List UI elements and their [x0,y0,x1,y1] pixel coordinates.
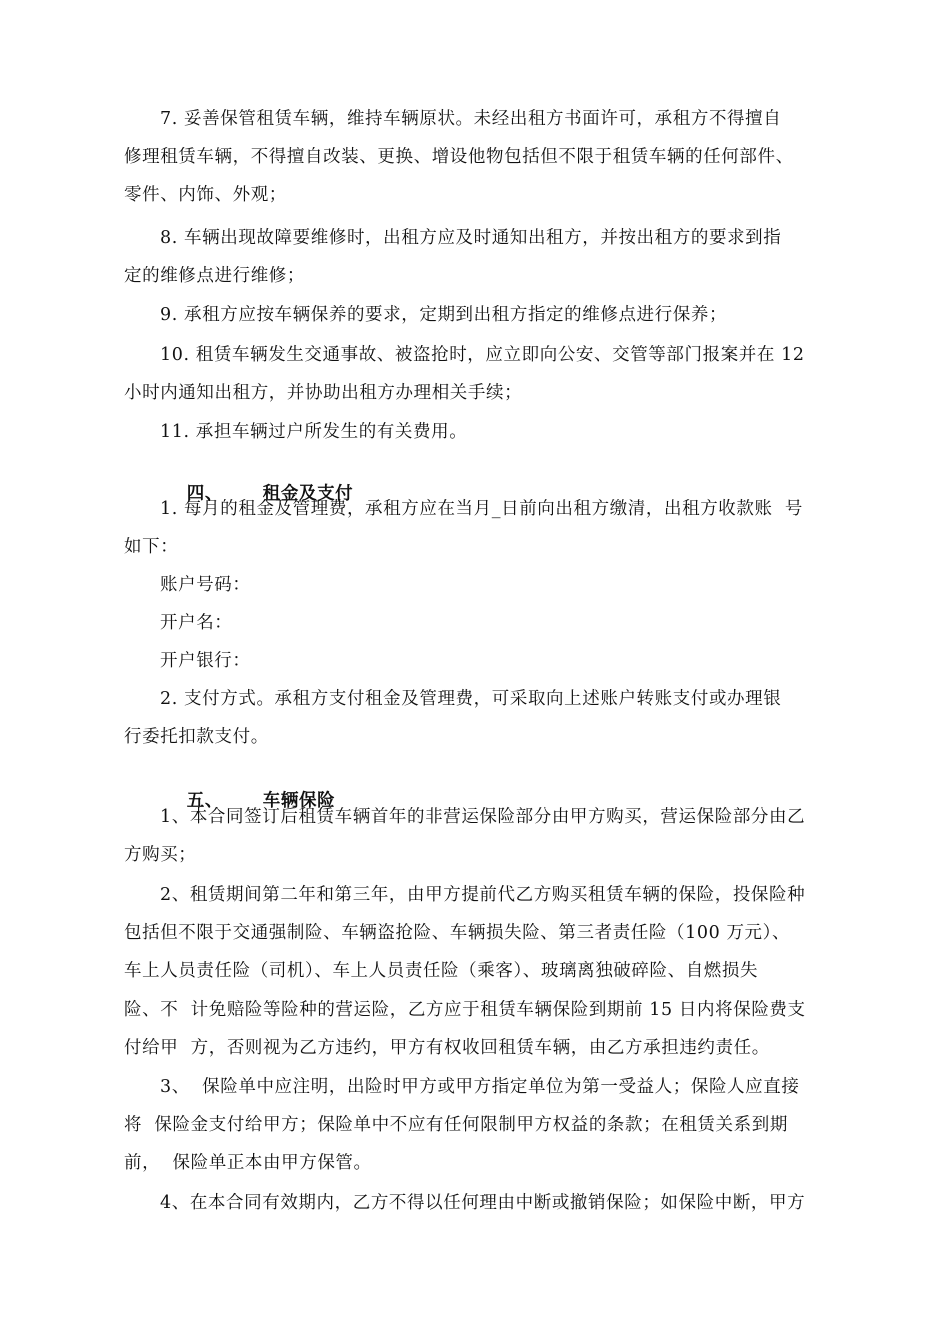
paragraph-line: 9. 承租方应按车辆保养的要求，定期到出租方指定的维修点进行保养； [160,305,728,325]
paragraph-line: 前， 保险单正本由甲方保管。 [124,1153,372,1173]
paragraph-line: 8. 车辆出现故障要维修时，出租方应及时通知出租方，并按出租方的要求到指 [160,228,782,248]
paragraph-line: 4、在本合同有效期内，乙方不得以任何理由中断或撤销保险；如保险中断，甲方 [160,1193,806,1213]
section-title: 车辆保险 [262,791,336,811]
paragraph-line: 7. 妥善保管租赁车辆，维持车辆原状。未经出租方书面许可，承租方不得擅自 [160,109,782,129]
paragraph-line: 10. 租赁车辆发生交通事故、被盗抢时，应立即向公安、交管等部门报案并在 12 [160,345,805,365]
paragraph-line: 行委托扣款支付。 [124,727,269,747]
section-number: 四、 [186,484,223,504]
paragraph-line: 付给甲 方，否则视为乙方违约，甲方有权收回租赁车辆，由乙方承担违约责任。 [124,1038,770,1058]
paragraph-line: 2、租赁期间第二年和第三年，由甲方提前代乙方购买租赁车辆的保险，投保险种 [160,885,806,905]
paragraph-line: 11. 承担车辆过户所发生的有关费用。 [160,422,468,442]
paragraph-line: 开户银行： [160,651,251,671]
paragraph-line: 修理租赁车辆，不得擅自改装、更换、增设他物包括但不限于租赁车辆的任何部件、 [124,147,794,167]
paragraph-line: 险、不 计免赔险等险种的营运险，乙方应于租赁车辆保险到期前 15 日内将保险费支 [124,1000,806,1020]
paragraph-line: 账户号码： [160,575,251,595]
paragraph-line: 定的维修点进行维修； [124,266,305,286]
paragraph-line: 将 保险金支付给甲方；保险单中不应有任何限制甲方权益的条款；在租赁关系到期 [124,1115,788,1135]
paragraph-line: 包括但不限于交通强制险、车辆盗抢险、车辆损失险、第三者责任险（100 万元）、 [124,923,791,943]
paragraph-line: 如下： [124,537,179,557]
paragraph-line: 小时内通知出租方，并协助出租方办理相关手续； [124,383,523,403]
paragraph-line: 3、 保险单中应注明，出险时甲方或甲方指定单位为第一受益人；保险人应直接 [160,1077,800,1097]
paragraph-line: 1、本合同签订后租赁车辆首年的非营运保险部分由甲方购买，营运保险部分由乙 [160,807,806,827]
paragraph-line: 2. 支付方式。承租方支付租金及管理费，可采取向上述账户转账支付或办理银 [160,689,782,709]
paragraph-line: 开户名： [160,613,233,633]
paragraph-line: 零件、内饰、外观； [124,185,287,205]
paragraph-line: 方购买； [124,845,197,865]
section-number: 五、 [186,791,223,811]
paragraph-line: 1. 每月的租金及管理费，承租方应在当月_日前向出租方缴清，出租方收款账 号 [160,499,804,519]
section-title: 租金及支付 [262,484,354,504]
paragraph-line: 车上人员责任险（司机）、车上人员责任险（乘客）、玻璃离独破碎险、自燃损失 [124,961,759,981]
